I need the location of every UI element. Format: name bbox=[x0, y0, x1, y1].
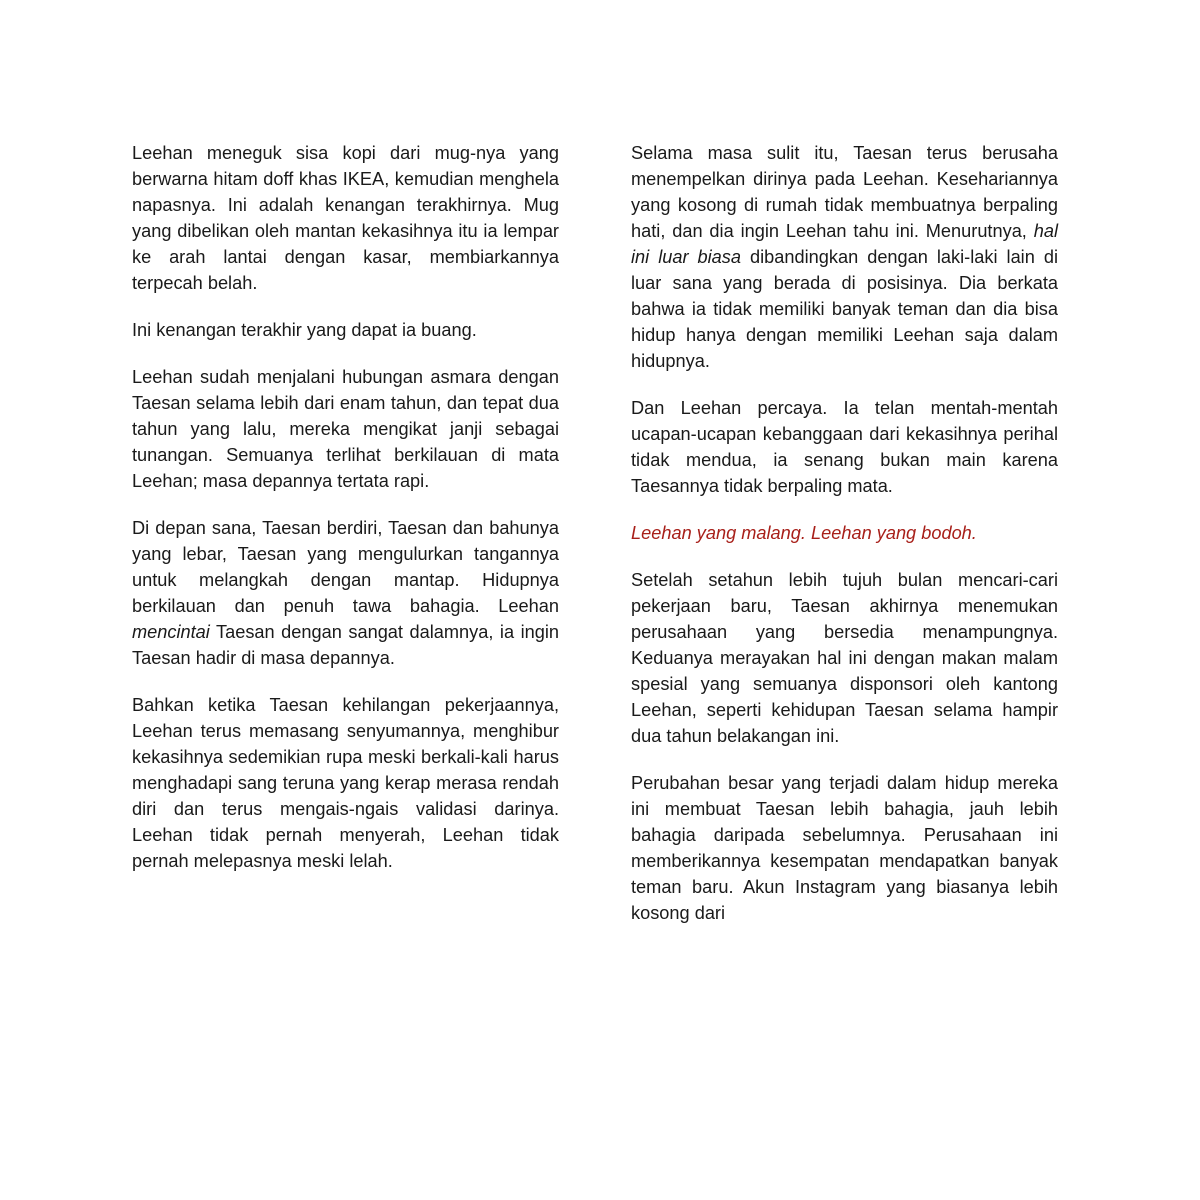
paragraph-2: Ini kenangan terakhir yang dapat ia buang. bbox=[132, 320, 477, 340]
paragraph-5: Bahkan ketika Taesan kehilangan pekerjaannya, Leehan terus memasang senyumannya, menghibur kekasihnya sedemikian rupa meski berkali-kali harus menghadapi sang teruna yang kerap merasa rendah diri dan terus mengais-ngais validasi darinya. Leehan tidak pernah menyerah, Leehan tidak pernah melepasnya meski lelah. bbox=[132, 695, 559, 871]
paragraph-6-part-2: dibandingkan dengan laki-laki lain di luar sana yang berada di posisinya. Dia berkata bahwa ia tidak memiliki banyak teman dan dia bisa hidup hanya dengan memiliki Leehan saja dalam hidupnya. bbox=[631, 247, 1058, 371]
right-column bbox=[631, 140, 1058, 947]
paragraph-6-emphasis: hal ini luar biasa bbox=[631, 221, 1058, 267]
paragraph-4 bbox=[132, 515, 559, 671]
paragraph-6 bbox=[631, 140, 1058, 374]
paragraph-1: Leehan meneguk sisa kopi dari mug-nya yang berwarna hitam doff khas IKEA, kemudian menghela napasnya. Ini adalah kenangan terakhirnya. Mug yang dibelikan oleh mantan kekasihnya itu ia lempar ke arah lantai dengan kasar, membiarkannya terpecah belah. bbox=[132, 143, 559, 293]
paragraph-7: Dan Leehan percaya. Ia telan mentah-mentah ucapan-ucapan kebanggaan dari kekasihnya perihal tidak mendua, ia senang bukan main karena Taesannya tidak berpaling mata. bbox=[631, 398, 1058, 496]
left-column bbox=[132, 140, 559, 895]
paragraph-4-part-1: Di depan sana, Taesan berdiri, Taesan dan bahunya yang lebar, Taesan yang mengulurkan tangannya untuk melangkah dengan mantap. Hidupnya berkilauan dan penuh tawa bahagia. Leehan bbox=[132, 518, 559, 616]
paragraph-6-part-1: Selama masa sulit itu, Taesan terus berusaha menempelkan dirinya pada Leehan. Kesehariannya yang kosong di rumah tidak membuatnya berpaling hati, dan dia ingin Leehan tahu ini. Menurutnya, bbox=[631, 143, 1058, 241]
paragraph-4-part-2: Taesan dengan sangat dalamnya, ia ingin Taesan hadir di masa depannya. bbox=[132, 622, 559, 668]
accent-paragraph: Leehan yang malang. Leehan yang bodoh. bbox=[631, 523, 977, 543]
paragraph-9: Setelah setahun lebih tujuh bulan mencari-cari pekerjaan baru, Taesan akhirnya menemukan perusahaan yang bersedia menampungnya. Keduanya merayakan hal ini dengan makan malam spesial yang semuanya disponsori oleh kantong Leehan, seperti kehidupan Taesan selama hampir dua tahun belakangan ini. bbox=[631, 570, 1058, 746]
paragraph-3: Leehan sudah menjalani hubungan asmara dengan Taesan selama lebih dari enam tahun, dan tepat dua tahun yang lalu, mereka mengikat janji sebagai tunangan. Semuanya terlihat berkilauan di mata Leehan; masa depannya tertata rapi. bbox=[132, 367, 559, 491]
paragraph-10: Perubahan besar yang terjadi dalam hidup mereka ini membuat Taesan lebih bahagia, jauh lebih bahagia daripada sebelumnya. Perusahaan ini memberikannya kesempatan mendapatkan banyak teman baru. Akun Instagram yang biasanya lebih kosong dari bbox=[631, 773, 1058, 923]
paragraph-4-emphasis: mencintai bbox=[132, 622, 210, 642]
